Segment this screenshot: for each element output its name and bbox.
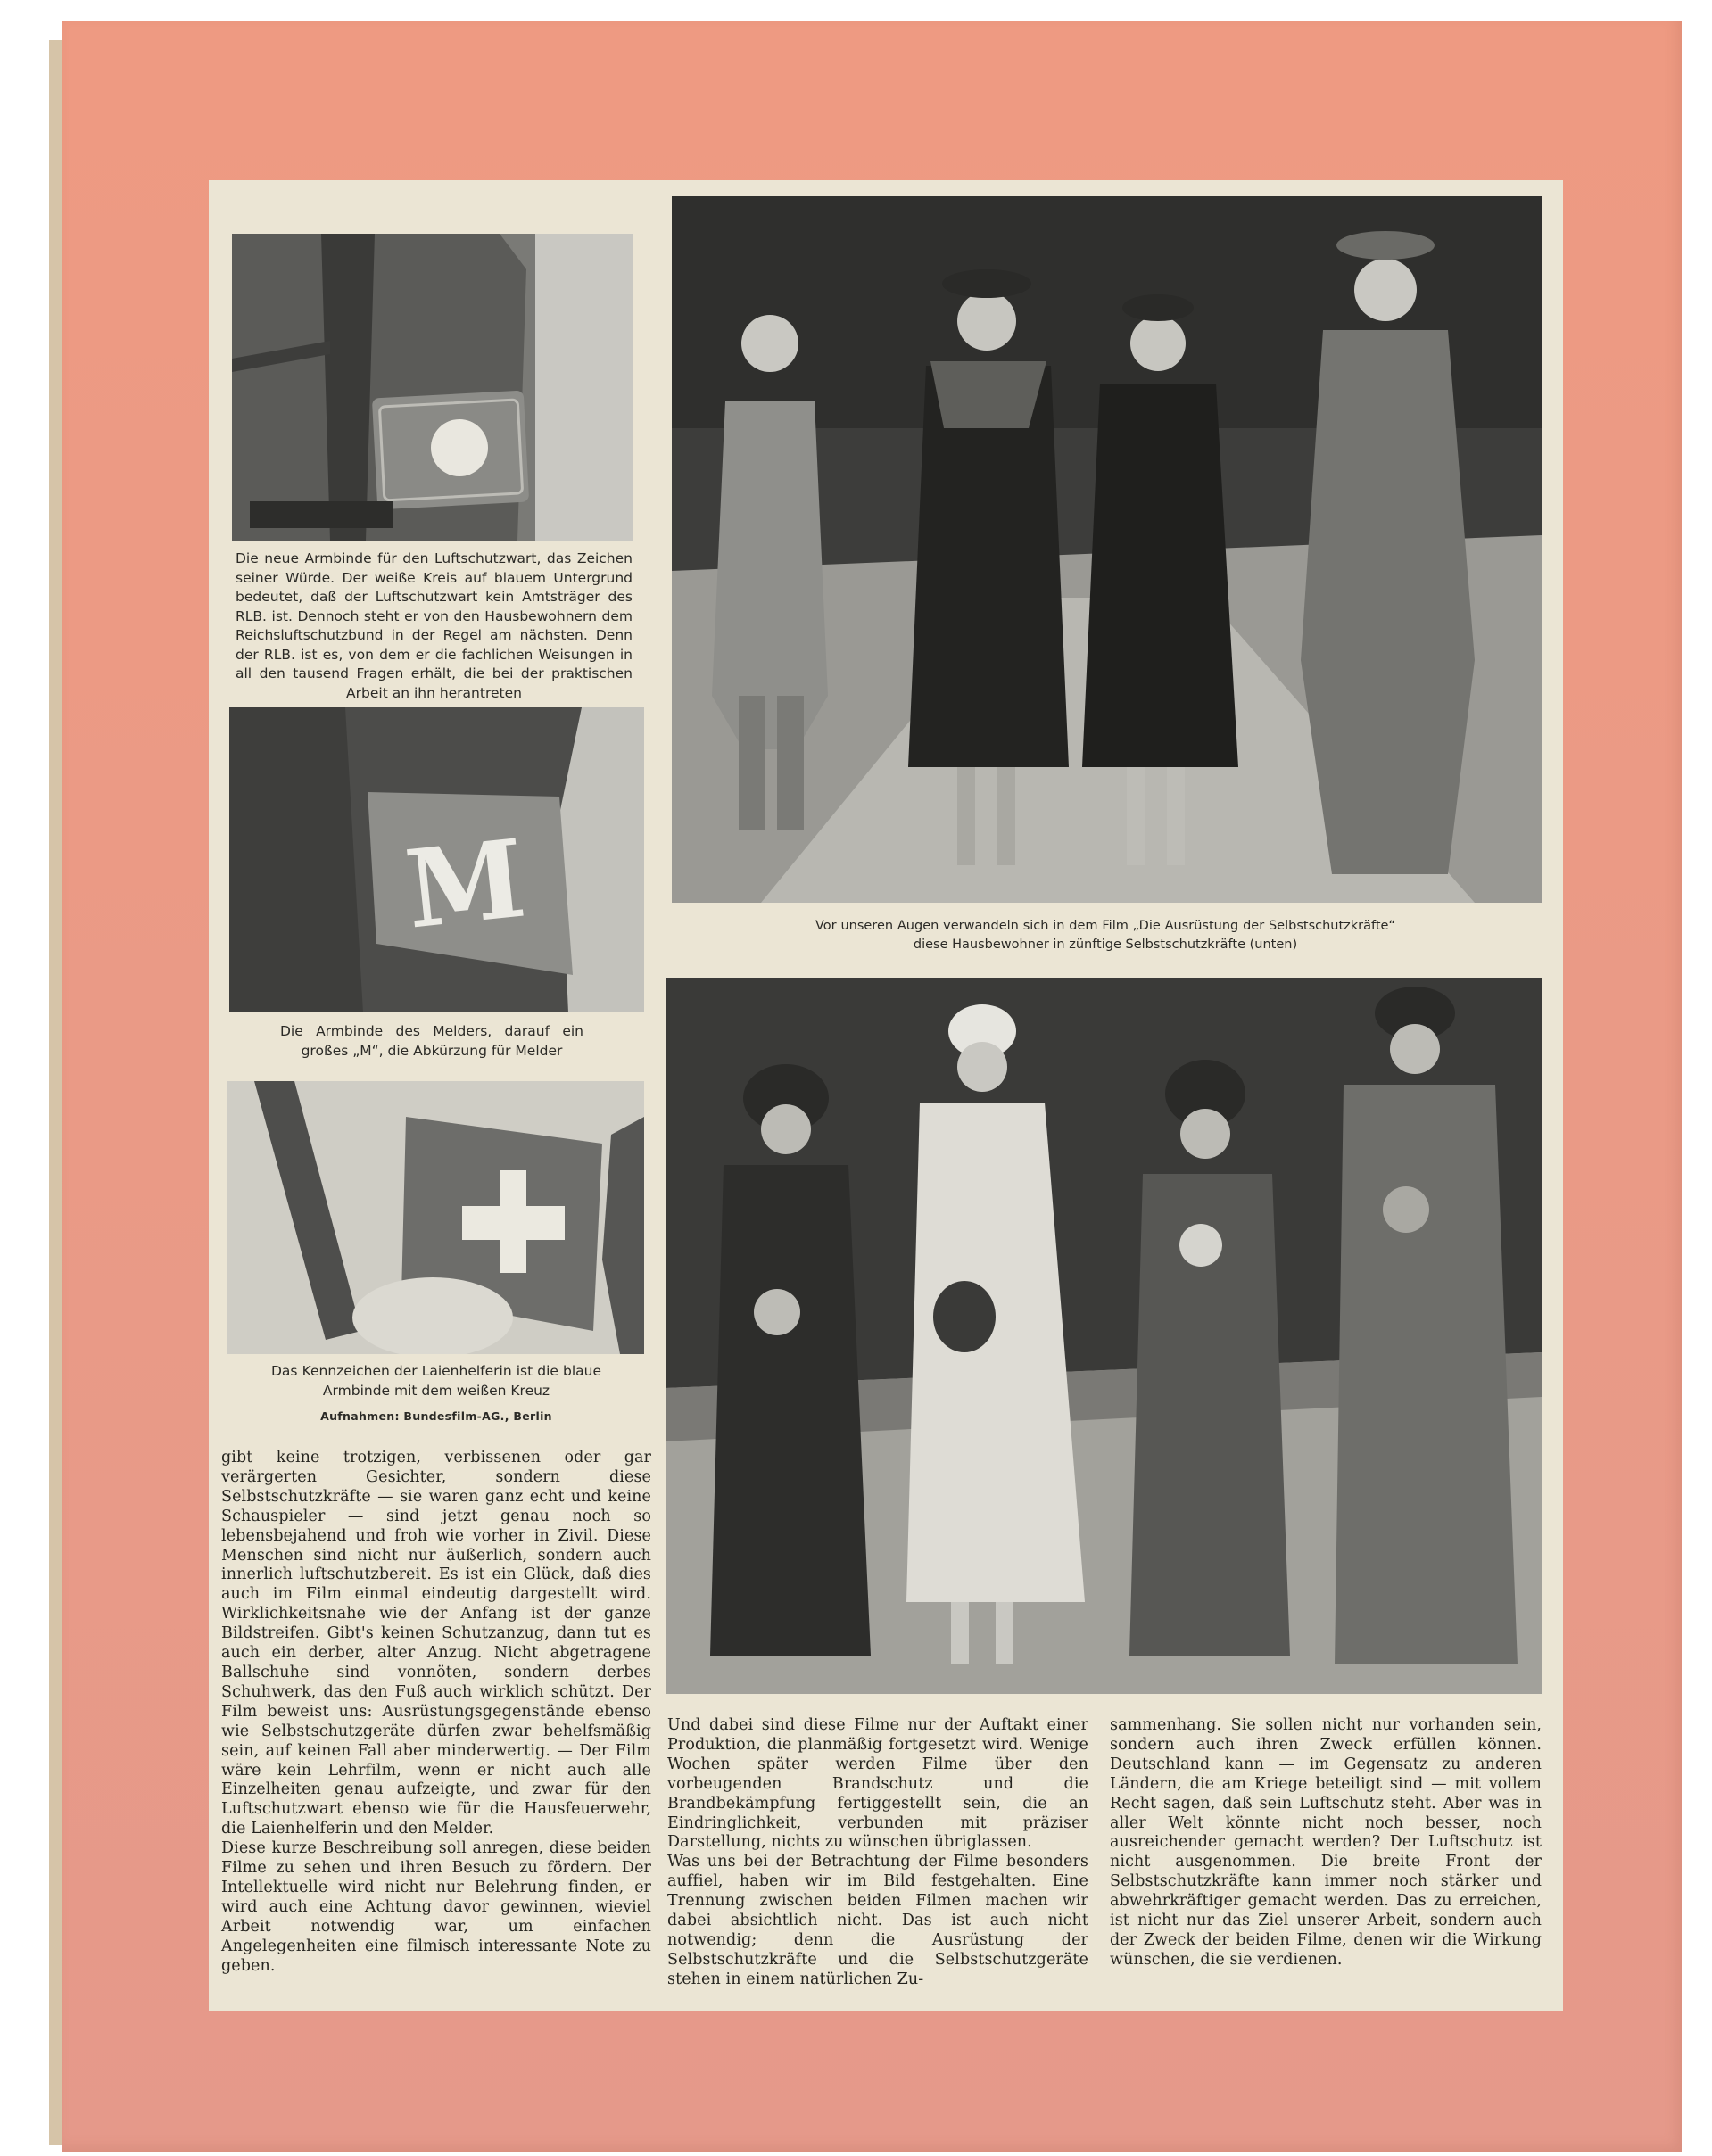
caption-armband-cross: Das Kennzeichen der Laienhelferin ist die blaue Armbinde mit dem weißen Kreuz bbox=[271, 1363, 601, 1399]
armband-m-image bbox=[229, 707, 644, 1012]
photo-armband-m bbox=[229, 707, 644, 1012]
photo-credit: Aufnahmen: Bundesfilm-AG., Berlin bbox=[320, 1409, 552, 1423]
article-paragraph: Und dabei sind diese Filme nur der Auftakt einer Produktion, die planmäßig fortgesetzt wird. Wenige Wochen später werden Filme über den vorbeugenden Brandschutz und die Brandbekämpfung fertiggestellt sein, die an Eindringlichkeit, verbunden mit präziser Darstellung, nichts zu wünschen übriglassen. bbox=[667, 1716, 1088, 1852]
article-paragraph: Diese kurze Beschreibung soll anregen, diese beiden Filme zu sehen und ihren Besuch zu fördern. Der Intellektuelle wird nicht nur Belehrung finden, er wird auch eine Achtung davor gewinnen, wieviel Arbeit notwendig war, um einfachen Angelegenheiten eine filmisch interessante Note zu geben. bbox=[221, 1839, 651, 1975]
armband-cross-image bbox=[227, 1081, 644, 1354]
article-paragraph: gibt keine trotzigen, verbissenen oder gar verärgerten Gesichter, sondern diese Selbstschutzkräfte — sie waren ganz echt und keine Schauspieler — sind jetzt genau noch so lebensbejahend und froh wie vorher in Zivil. Diese Menschen sind nicht nur äußerlich, sondern auch innerlich luftschutzbereit. Es ist ein Glück, daß dies auch im Film einmal eindeutig dargestellt wird. Wirklichkeitsnahe wie der Anfang ist der ganze Bildstreifen. Gibt's keinen Schutzanzug, dann tut es auch ein derber, alter Anzug. Nicht abgetragene Ballschuhe sind vonnöten, sondern derbes Schuhwerk, das den Fuß auch wirklich schützt. Der Film beweist uns: Ausrüstungsgegenstände ebenso wie Selbstschutzgeräte dürfen zwar behelfsmäßig sein, auf keinen Fall aber minderwertig. — Der Film wäre kein Lehrfilm, wenn er nicht auch alle Einzelheiten genau aufzeigte, und zwar für den Luftschutzwart ebenso wie für die Hausfeuerwehr, die Laienhelferin und den Melder. bbox=[221, 1449, 651, 1838]
photo-armband-circle bbox=[232, 234, 633, 541]
caption-residents: Vor unseren Augen verwandeln sich in dem Film „Die Ausrüstung der Selbstschutzkräfte“ diese Hausbewohner in zünftige Selbstschutzkräfte (unten) bbox=[815, 919, 1395, 952]
residents-civilian-image bbox=[672, 196, 1542, 903]
magazine-page bbox=[209, 180, 1563, 2011]
caption-armband-m: Die Armbinde des Melders, darauf ein großes „M“, die Abkürzung für Melder bbox=[280, 1023, 583, 1059]
article-column-3 bbox=[1110, 1716, 1542, 1970]
photo-residents-equipped bbox=[666, 978, 1542, 1694]
svg-text:M: M bbox=[400, 815, 532, 954]
article-column-1 bbox=[221, 1449, 651, 1976]
article-column-2 bbox=[667, 1716, 1088, 1990]
photo-armband-cross bbox=[227, 1081, 644, 1354]
article-paragraph: Was uns bei der Betrachtung der Filme besonders auffiel, haben wir im Bild festgehalten. Eine Trennung zwischen beiden Filmen machen wir dabei absichtlich nicht. Das ist auch nicht notwendig; denn die Ausrüstung der Selbstschutzkräfte und die Selbstschutzgeräte stehen in einem natürlichen Zu- bbox=[667, 1853, 1088, 1988]
residents-equipped-image bbox=[666, 978, 1542, 1694]
caption-armband-circle: Die neue Armbinde für den Luftschutzwart, das Zeichen seiner Würde. Der weiße Kreis auf blauem Untergrund bedeutet, daß der Luftschutzwart kein Amtsträger des RLB. ist. Dennoch steht er von den Hausbewohnern dem Reichsluftschutzbund in der Regel am nächsten. Denn der RLB. ist es, von dem er die fachlichen Weisungen in all den tausend Fragen erhält, die bei der praktischen Arbeit an ihn herantreten bbox=[236, 550, 633, 701]
article-paragraph: sammenhang. Sie sollen nicht nur vorhanden sein, sondern auch ihren Zweck erfüllen können. Deutschland kann — im Gegensatz zu anderen Ländern, die am Kriege beteiligt sind — mit vollem Recht sagen, daß sein Luftschutz steht. Aber was in aller Welt könnte nicht noch besser, noch ausreichender gemacht werden? Der Luftschutz ist nicht ausgenommen. Die breite Front der Selbstschutzkräfte kann immer noch stärker und abwehrkräftiger gemacht werden. Das zu erreichen, ist nicht nur das Ziel unserer Arbeit, sondern auch der Zweck der beiden Filme, denen wir die Wirkung wünschen, die sie verdienen. bbox=[1110, 1716, 1542, 1969]
photo-residents-civilian bbox=[672, 196, 1542, 903]
armband-circle-image bbox=[232, 234, 633, 541]
